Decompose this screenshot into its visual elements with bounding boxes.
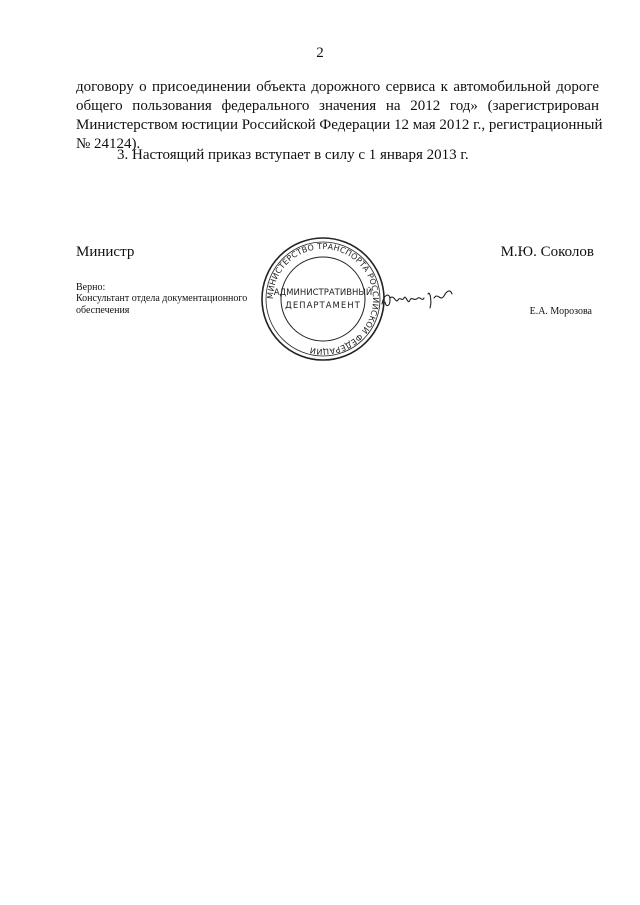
paragraph-line: договору о присоединении объекта дорожного сервиса к автомобильной дороге — [76, 79, 599, 95]
stamp-center-ring — [281, 257, 365, 341]
certifier-name: Е.А. Морозова — [529, 306, 592, 317]
paragraph-continuation — [76, 78, 603, 154]
signatory-title: Министр — [76, 244, 135, 260]
stamp-inner-line-1: АДМИНИСТРАТИВНЫЙ — [273, 288, 373, 298]
stamp-inner-line-2: ДЕПАРТАМЕНТ — [285, 301, 361, 311]
page-number: 2 — [316, 45, 324, 61]
stamp-outer-ring — [262, 238, 384, 360]
paragraph-line: общего пользования федерального значения на 2012 год» (зарегистрирован — [76, 98, 599, 114]
certification-label: Верно: — [76, 282, 106, 293]
paragraph-line: № 24124). — [76, 136, 141, 152]
signatory-name: М.Ю. Соколов — [500, 244, 594, 260]
stamp-outer-text: МИНИСТЕРСТВО ТРАНСПОРТА РОССИЙСКОЙ ФЕДЕРАЦИИ — [265, 241, 381, 357]
official-stamp — [260, 236, 386, 362]
paragraph-effective-date: 3. Настоящий приказ вступает в силу с 1 января 2013 г. — [117, 147, 469, 163]
handwritten-signature — [378, 284, 456, 314]
paragraph-line: Министерством юстиции Российской Федерации 12 мая 2012 г., регистрационный — [76, 117, 603, 133]
certifier-position: Консультант отдела документационного — [76, 293, 248, 304]
certifier-position-continued: обеспечения — [76, 305, 130, 316]
